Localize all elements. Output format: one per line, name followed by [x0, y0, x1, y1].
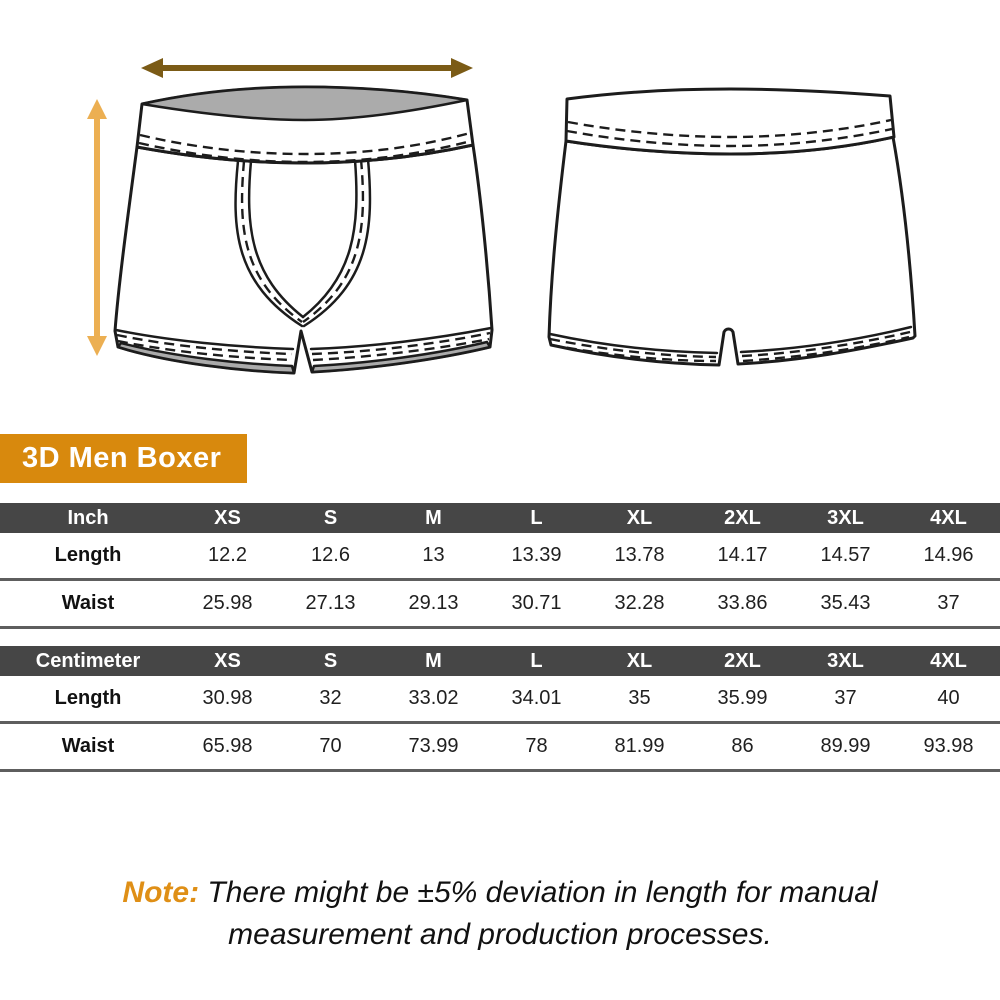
measurement-value: 25.98 — [202, 592, 253, 614]
measurement-value: 81.99 — [614, 735, 665, 757]
measurement-value: 34.01 — [511, 687, 562, 709]
measurement-value: 37 — [937, 592, 960, 614]
measurement-value: 33.86 — [717, 592, 768, 614]
measurement-value: 13 — [422, 544, 445, 566]
product-title-banner: 3D Men Boxer — [0, 434, 247, 483]
unit-label: Inch — [67, 506, 109, 529]
boxer-sketches — [0, 0, 1000, 430]
measurement-value: 13.78 — [614, 544, 665, 566]
measurement-value: 32 — [319, 687, 342, 709]
size-header: S — [323, 649, 338, 672]
size-table-inch — [0, 503, 1000, 629]
product-sketch-area — [0, 0, 1000, 430]
measurement-value: 14.17 — [717, 544, 768, 566]
row-label: Waist — [61, 592, 115, 614]
note-prefix: Note: — [122, 876, 200, 909]
size-header: 3XL — [827, 506, 864, 529]
length-arrow-icon — [87, 99, 107, 356]
table-row — [0, 533, 1000, 581]
table-row — [0, 724, 1000, 772]
note-line2: measurement and production processes. — [228, 918, 772, 951]
measurement-value: 70 — [319, 735, 342, 757]
unit-label: Centimeter — [35, 649, 141, 672]
size-header: S — [323, 506, 338, 529]
measurement-value: 65.98 — [202, 735, 253, 757]
size-header: 4XL — [930, 649, 967, 672]
measurement-value: 12.2 — [208, 544, 247, 566]
measurement-value: 93.98 — [923, 735, 974, 757]
size-table-centimeter — [0, 646, 1000, 772]
measurement-value: 35.43 — [820, 592, 871, 614]
measurement-value: 30.98 — [202, 687, 253, 709]
measurement-value: 14.57 — [820, 544, 871, 566]
row-label: Length — [54, 544, 122, 566]
measurement-value: 35.99 — [717, 687, 768, 709]
inch-table-header-row — [0, 503, 1000, 533]
measurement-value: 40 — [937, 687, 960, 709]
waist-arrow-icon — [141, 58, 473, 78]
measurement-value: 89.99 — [820, 735, 871, 757]
table-gap — [0, 629, 1000, 646]
boxer-front-sketch — [115, 87, 492, 373]
measurement-value: 86 — [731, 735, 754, 757]
measurement-value: 29.13 — [408, 592, 459, 614]
size-header: XL — [626, 649, 653, 672]
size-header: 3XL — [827, 649, 864, 672]
boxer-back-sketch — [549, 89, 915, 365]
measurement-value: 12.6 — [311, 544, 350, 566]
measurement-value: 37 — [834, 687, 857, 709]
measurement-value: 35 — [628, 687, 651, 709]
measurement-value: 32.28 — [614, 592, 665, 614]
size-tables — [0, 503, 1000, 772]
row-label: Length — [54, 687, 122, 709]
measurement-value: 27.13 — [305, 592, 356, 614]
size-header: 2XL — [724, 649, 761, 672]
deviation-note — [0, 872, 1000, 956]
measurement-value: 14.96 — [923, 544, 974, 566]
size-header: XL — [626, 506, 653, 529]
size-header: XS — [214, 649, 241, 672]
back-body — [549, 137, 915, 365]
size-header: M — [425, 649, 442, 672]
size-header: M — [425, 506, 442, 529]
size-header: L — [530, 506, 543, 529]
measurement-value: 30.71 — [511, 592, 562, 614]
table-row — [0, 581, 1000, 629]
back-waistband — [566, 89, 894, 154]
measurement-value: 13.39 — [511, 544, 562, 566]
table-row — [0, 676, 1000, 724]
measurement-value: 73.99 — [408, 735, 459, 757]
centimeter-table-header-row — [0, 646, 1000, 676]
measurement-value: 78 — [525, 735, 548, 757]
size-header: 4XL — [930, 506, 967, 529]
note-line1: There might be ±5% deviation in length for manual — [207, 876, 878, 909]
row-label: Waist — [61, 735, 115, 757]
measurement-value: 33.02 — [408, 687, 459, 709]
size-header: XS — [214, 506, 241, 529]
size-header: 2XL — [724, 506, 761, 529]
size-header: L — [530, 649, 543, 672]
